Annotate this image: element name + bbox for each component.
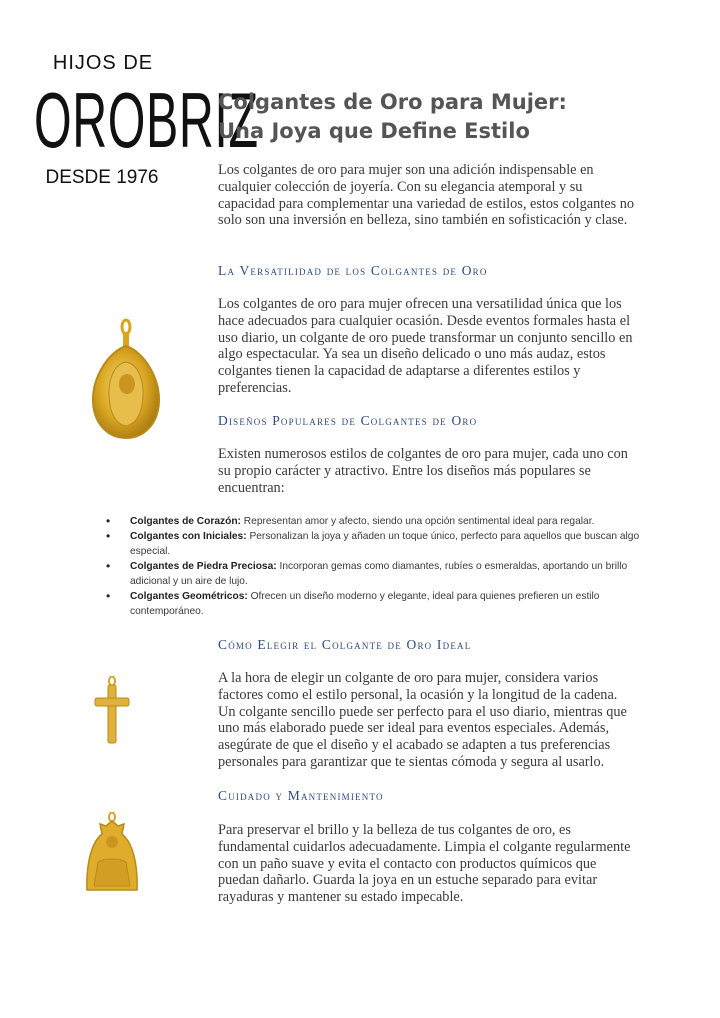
logo-since-text: DESDE 1976: [45, 167, 159, 188]
section-text-care: Para preservar el brillo y la belleza de tus colgantes de oro, es fundamental cuidarlos adecuadamente. Limpia el colgante regularmente con un paño suave y evita el contacto con productos químicos que puedan dañarlo. Guarda la joya en un estuche separado para evitar rayaduras y mantener su estado impecable.: [218, 822, 631, 906]
section-heading-choose: Cómo Elegir el Colgante de Oro Ideal: [218, 637, 472, 652]
page-title: Colgantes de Oro para Mujer: Una Joya que Define Estilo: [218, 90, 567, 143]
list-item: [104, 529, 644, 559]
section-text-popular-designs: Existen numerosos estilos de colgantes de oro para mujer, cada uno con su propio carácter y atractivo. Entre los diseños más populares se encuentran:: [218, 446, 628, 496]
list-item-term: Colgantes de Piedra Preciosa:: [130, 561, 277, 572]
section-text-choose: A la hora de elegir un colgante de oro para mujer, considera varios factores como el estilo personal, la ocasión y la longitud de la cadena. Un colgante sencillo puede ser perfecto para el uso diario, mientras que uno más elaborado puede ser ideal para eventos especiales. Además, asegúrate de que el diseño y el acabado se adapten a tus preferencias personales para garantizar que te sientas cómoda y segura al usarlo.: [218, 670, 627, 770]
list-item-desc: Representan amor y afecto, siendo una opción sentimental ideal para regalar.: [243, 516, 595, 527]
list-item: [104, 514, 644, 529]
virgin-pendant-icon: [82, 812, 142, 894]
logo-top-text: HIJOS DE: [52, 52, 154, 74]
medal-virgin-icon: [86, 318, 166, 443]
list-item-desc: Personalizan la joya y añaden un toque único, perfecto para aquellos que buscan algo especial.: [130, 531, 640, 557]
cross-pendant-icon: [92, 676, 132, 746]
section-heading-care: Cuidado y Mantenimiento: [218, 788, 384, 803]
section-heading-versatility: La Versatilidad de los Colgantes de Oro: [218, 263, 488, 278]
list-item-term: Colgantes con Iniciales:: [130, 531, 247, 542]
intro-paragraph: Los colgantes de oro para mujer son una adición indispensable en cualquier colección de joyería. Con su elegancia atemporal y su capacidad para complementar una variedad de estilos, estos colgantes no solo son una inversión en belleza, sino también en sofisticación y clase.: [218, 162, 635, 229]
section-heading-popular-designs: Diseños Populares de Colgantes de Oro: [218, 413, 478, 428]
list-item-desc: Ofrecen un diseño moderno y elegante, ideal para quienes prefieren un estilo contemporáneo.: [130, 591, 600, 617]
list-item-desc: Incorporan gemas como diamantes, rubíes o esmeraldas, aportando un brillo adicional y un aire de lujo.: [130, 561, 628, 587]
design-list: [104, 514, 644, 619]
list-item-term: Colgantes de Corazón:: [130, 516, 241, 527]
section-text-versatility: Los colgantes de oro para mujer ofrecen una versatilidad única que los hace adecuados para cualquier ocasión. Desde eventos formales hasta el uso diario, un colgante de oro puede transformar un conjunto sencillo en algo espectacular. Ya sea un diseño delicado o uno más audaz, estos colgantes tienen la capacidad de adaptarse a diferentes estilos y preferencias.: [218, 296, 633, 396]
list-item: [104, 559, 644, 589]
brand-logo: [30, 52, 259, 189]
logo-brand-text: OROBRIZ: [34, 76, 259, 164]
list-item: [104, 589, 644, 619]
list-item-term: Colgantes Geométricos:: [130, 591, 248, 602]
